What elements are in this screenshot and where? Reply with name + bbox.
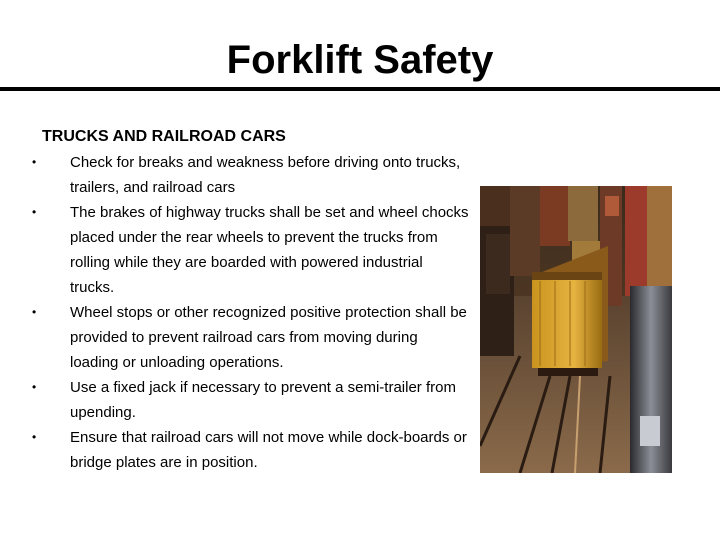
list-item xyxy=(30,150,470,200)
bullet-icon: • xyxy=(32,430,37,444)
bullet-icon: • xyxy=(32,380,37,394)
railroad-cars-photo xyxy=(480,186,672,473)
bullet-text: Use a fixed jack if necessary to prevent a semi-trailer from upending. xyxy=(70,379,456,421)
slide-title: Forklift Safety xyxy=(226,38,494,82)
title-underline xyxy=(0,87,720,91)
bullet-icon: • xyxy=(32,305,37,319)
list-item xyxy=(30,375,470,425)
bullet-icon: • xyxy=(32,205,37,219)
section-heading: TRUCKS AND RAILROAD CARS xyxy=(42,128,286,145)
bullet-text: Check for breaks and weakness before driving onto trucks, trailers, and railroad cars xyxy=(70,154,461,196)
bullet-icon: • xyxy=(32,155,37,169)
list-item xyxy=(30,300,470,375)
list-item xyxy=(30,425,470,475)
list-item xyxy=(30,200,470,300)
bullet-text: Wheel stops or other recognized positive protection shall be provided to prevent railroad cars from moving during loading or unloading operations. xyxy=(70,304,467,371)
bullet-text: Ensure that railroad cars will not move while dock-boards or bridge plates are in position. xyxy=(70,429,467,471)
bullet-text: The brakes of highway trucks shall be set and wheel chocks placed under the rear wheels to prevent the trucks from rolling while they are boarded with powered industrial trucks. xyxy=(70,204,469,296)
bullet-list xyxy=(30,150,470,475)
